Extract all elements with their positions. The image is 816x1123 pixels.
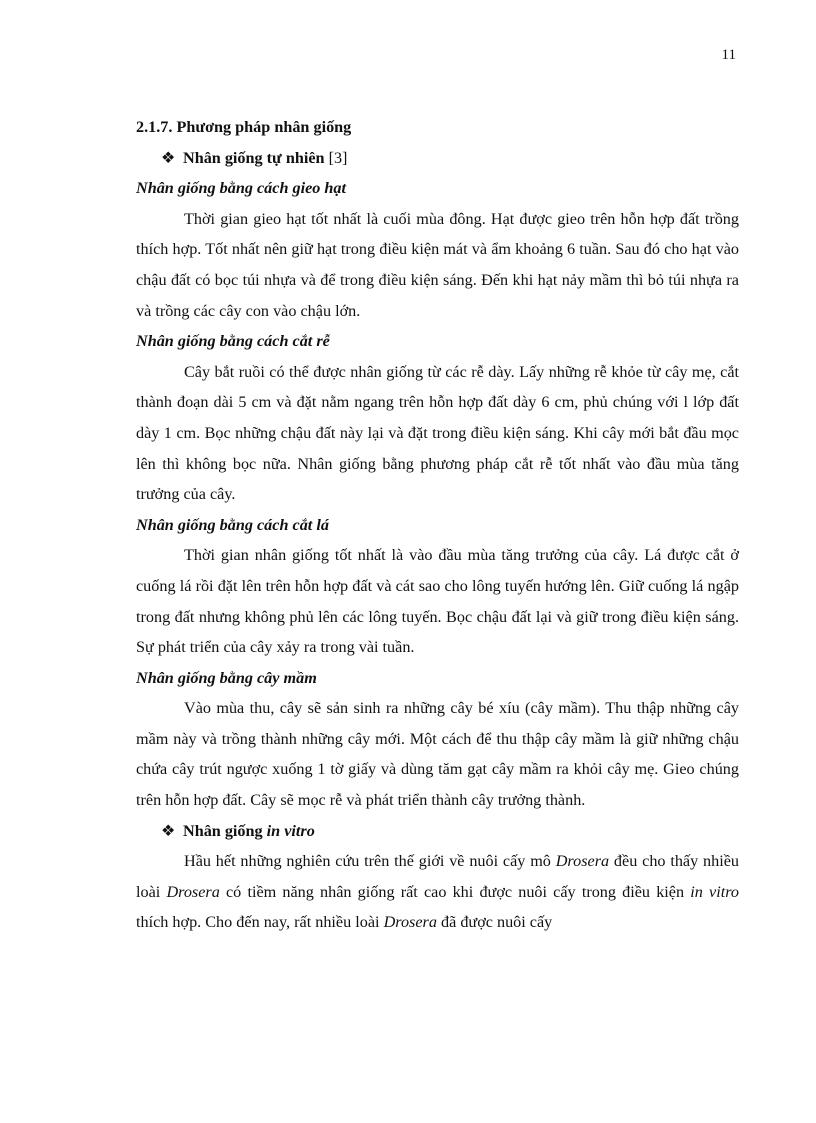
natural-propagation-heading	[161, 143, 739, 174]
invitro-propagation-heading	[161, 816, 739, 847]
plantlet-heading: Nhân giống bằng cây mầm	[136, 668, 317, 687]
invitro-text-5: đã được nuôi cấy	[436, 913, 553, 932]
invitro-label-italic: in vitro	[266, 821, 315, 840]
invitro-text-3: có tiềm năng nhân giống rất cao khi được nuôi cấy trong điều kiện	[219, 882, 691, 901]
plantlet-paragraph: Vào mùa thu, cây sẽ sản sinh ra những cây bé xíu (cây mầm). Thu thập những cây mầm này và trồng thành những cây mới. Một cách để thu thập cây mầm là giữ những chậu chứa cây trút ngược xuống 1 tờ giấy và dùng tăm gạt cây mầm ra khỏi cây mẹ. Gieo chúng trên hỗn hợp đất. Cây sẽ mọc rễ và phát triển thành cây trưởng thành.	[136, 699, 739, 810]
invitro-text-2: đều cho thấy nhiều loài	[136, 852, 739, 901]
invitro-label: Nhân giống	[183, 821, 267, 840]
leaf-cutting-heading: Nhân giống bằng cách cắt lá	[136, 515, 329, 534]
seed-paragraph: Thời gian gieo hạt tốt nhất là cuối mùa đông. Hạt được gieo trên hỗn hợp đất trồng thích hợp. Tốt nhất nên giữ hạt trong điều kiện mát và ẩm khoảng 6 tuần. Sau đó cho hạt vào chậu đất có bọc túi nhựa và để trong điều kiện sáng. Đến khi hạt nảy mầm thì bỏ túi nhựa ra và trồng các cây con vào chậu lớn.	[136, 209, 739, 320]
seed-heading: Nhân giống bằng cách gieo hạt	[136, 179, 347, 198]
section-heading: 2.1.7. Phương pháp nhân giống	[136, 118, 352, 136]
invitro-text-1: Hầu hết những nghiên cứu trên thế giới về nuôi cấy mô	[184, 852, 556, 871]
species-name: Drosera	[166, 882, 220, 901]
species-name: Drosera	[383, 913, 437, 932]
invitro-paragraph	[136, 846, 739, 938]
invitro-term: in vitro	[690, 882, 739, 901]
diamond-bullet-icon: ❖	[161, 148, 176, 167]
species-name: Drosera	[555, 852, 610, 871]
root-cutting-heading: Nhân giống bằng cách cắt rễ	[136, 332, 330, 351]
root-cutting-paragraph: Cây bắt ruồi có thể được nhân giống từ các rễ dày. Lấy những rễ khỏe từ cây mẹ, cắt thành đoạn dài 5 cm và đặt nằm ngang trên hỗn hợp đất dày 6 cm, phủ chúng với l lớp đất dày 1 cm. Bọc những chậu đất này lại và đặt trong điều kiện sáng. Khi cây mới bắt đầu mọc lên thì không bọc nữa. Nhân giống bằng phương pháp cắt rễ tốt nhất vào đầu mùa tăng trưởng của cây.	[136, 362, 739, 504]
page-number: 11	[721, 47, 736, 63]
natural-propagation-label: Nhân giống tự nhiên	[183, 148, 325, 167]
invitro-text-4: thích hợp. Cho đến nay, rất nhiều loài	[136, 913, 384, 932]
leaf-cutting-paragraph: Thời gian nhân giống tốt nhất là vào đầu mùa tăng trưởng của cây. Lá được cắt ở cuống lá rồi đặt lên trên hỗn hợp đất và cát sao cho lông tuyến hướng lên. Giữ cuống lá ngập trong đất nhưng không phủ lên các lông tuyến. Bọc chậu đất lại và giữ trong điều kiện sáng. Sự phát triển của cây xảy ra trong vài tuần.	[136, 546, 739, 657]
document-body	[136, 112, 739, 938]
citation-ref: [3]	[328, 148, 348, 167]
diamond-bullet-icon: ❖	[161, 821, 176, 840]
